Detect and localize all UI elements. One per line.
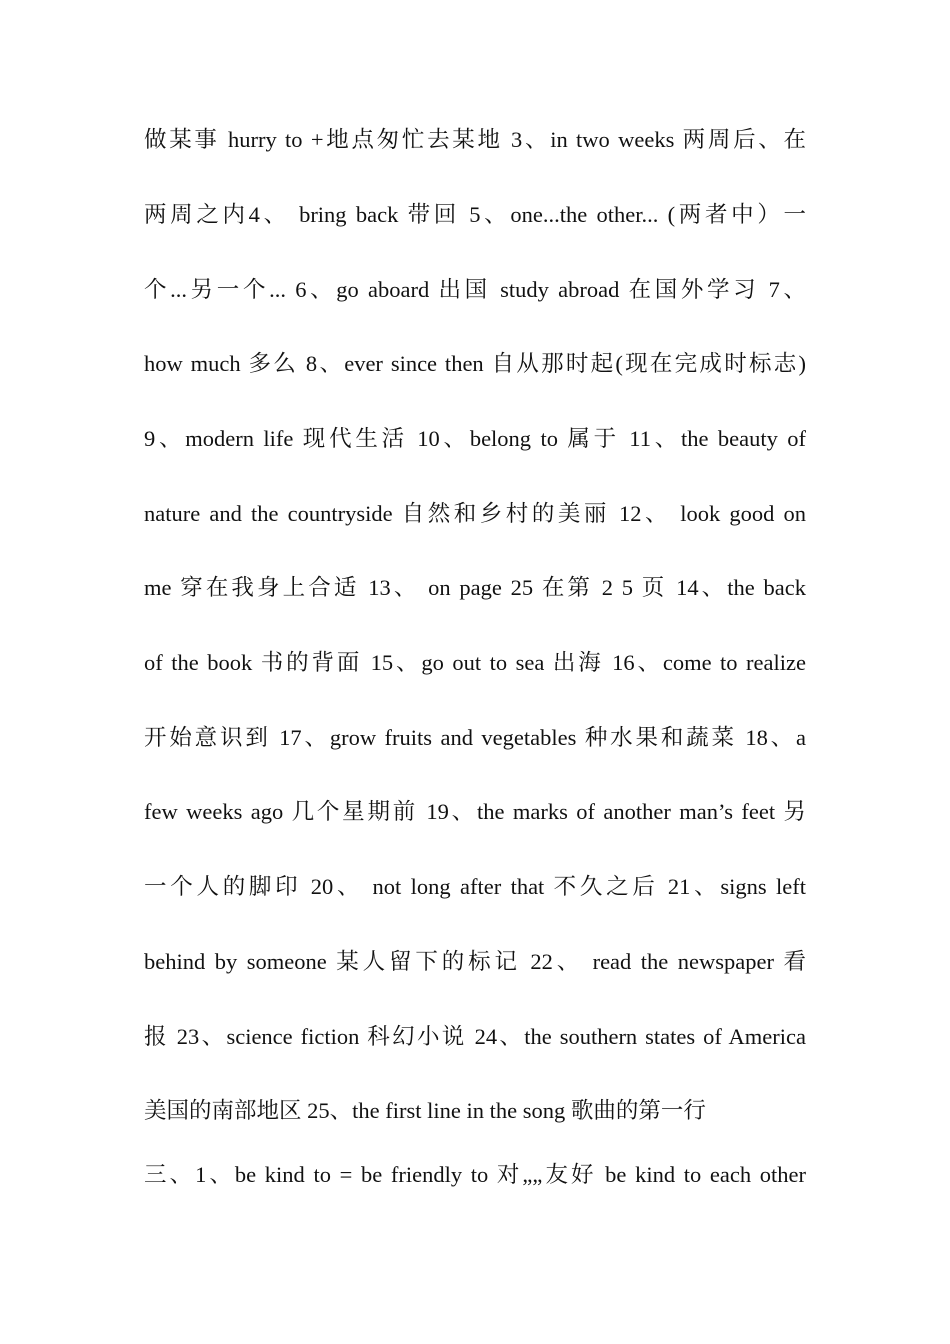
text-line: 做某事 hurry to +地点匆忙去某地 3、in two weeks 两周后、在 [144,127,806,152]
text-line: of the book 书的背面 15、go out to sea 出海 16、come to realize [144,650,806,675]
text-line: 两周之内4、 bring back 带回 5、one...the other... (两者中）一 [144,202,806,227]
text-line: behind by someone 某人留下的标记 22、 read the newspaper 看 [144,949,806,974]
text-line: 开始意识到 17、grow fruits and vegetables 种水果和蔬菜 18、a [144,725,806,750]
text-line: me 穿在我身上合适 13、 on page 25 在第 2 5 页 14、the back [144,575,806,600]
text-line: nature and the countryside 自然和乡村的美丽 12、 look good on [144,501,806,526]
text-line: 个...另一个... 6、go aboard 出国 study abroad 在国外学习 7、 [144,277,806,302]
text-line: 美国的南部地区 25、the first line in the song 歌曲的第一行 [144,1098,706,1123]
text-line: few weeks ago 几个星期前 19、the marks of another man’s feet 另 [144,799,806,824]
text-line: 9、modern life 现代生活 10、belong to 属于 11、the beauty of [144,426,806,451]
text-line: 报 23、science fiction 科幻小说 24、the southern states of America [144,1024,806,1049]
text-line: how much 多么 8、ever since then 自从那时起(现在完成时标志) [144,351,806,376]
text-line: 三、1、be kind to = be friendly to 对„„友好 be kind to each other [144,1162,806,1187]
text-line: 一个人的脚印 20、 not long after that 不久之后 21、signs left [144,874,806,899]
